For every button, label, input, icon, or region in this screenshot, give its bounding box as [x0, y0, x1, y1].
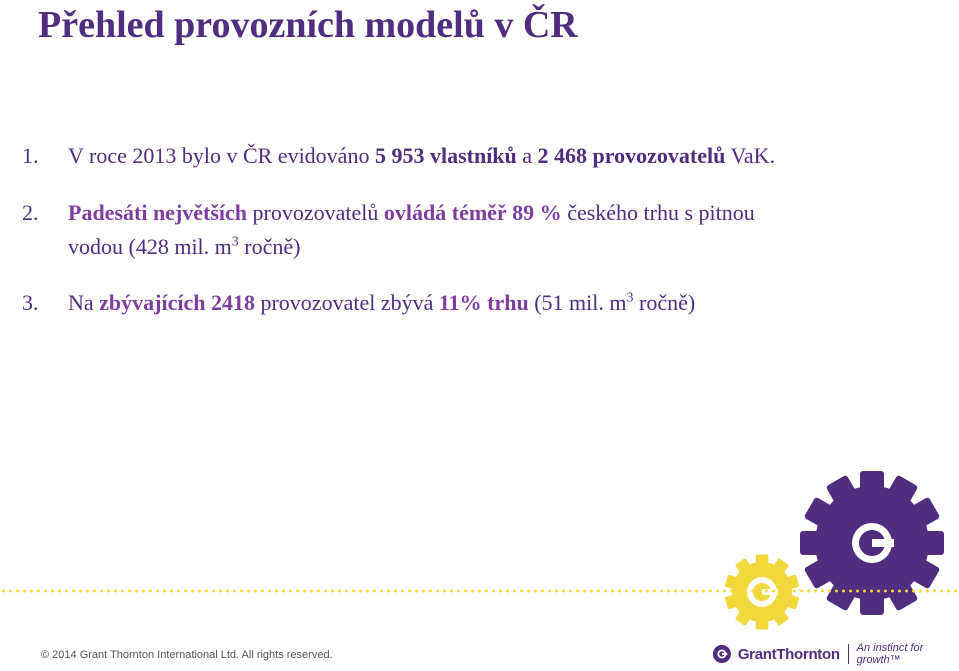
logo-name: GrantThornton: [737, 645, 840, 663]
list-item-text: V roce 2013 bylo v ČR evidováno 5 953 vlastníků a 2 468 provozovatelů VaK.: [68, 143, 776, 168]
copyright-text: © 2014 Grant Thornton International Ltd. All rights reserved.: [41, 649, 333, 661]
list-item-text: Padesáti největších provozovatelů ovládá téměř 89 % českého trhu s pitnou: [68, 200, 755, 225]
logo-separator: [848, 644, 849, 664]
list-number: 1.: [22, 143, 39, 168]
list-item-text: Na zbývajících 2418 provozovatel zbývá 11% trhu (51 mil. $m^3$ ročně): [68, 290, 696, 315]
logo-tagline: An instinct for growth™: [856, 642, 924, 666]
list-item-3: [22, 288, 696, 318]
grant-thornton-logo: [712, 642, 959, 666]
list-number: 2.: [22, 200, 39, 225]
logo-gear-icon: [712, 643, 732, 665]
page-title: Přehled provozních modelů v ČR: [38, 4, 578, 46]
list-item-2: [22, 198, 755, 259]
dotted-divider: [0, 589, 959, 593]
list-item-text-line2: vodou (428 mil. $m^3$ ročně): [68, 234, 301, 259]
list-number: 3.: [22, 290, 39, 315]
list-item-1: [22, 141, 776, 171]
gears-icon: [700, 460, 959, 640]
